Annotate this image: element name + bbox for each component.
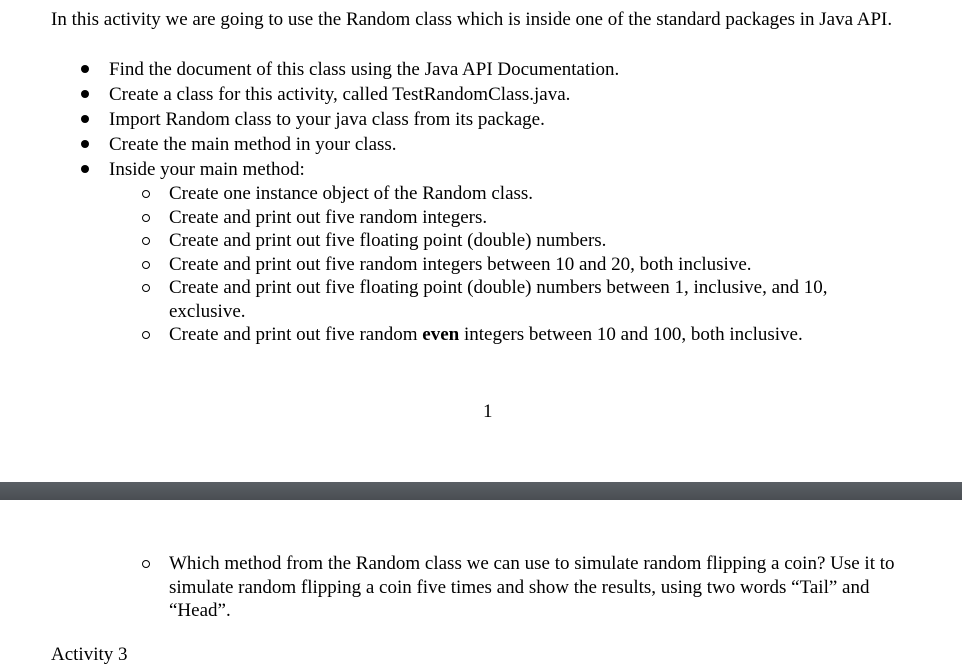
sub-list-item-text-end: integers between 10 and 100, both inclusive. bbox=[459, 324, 803, 345]
bullet-icon bbox=[81, 65, 89, 73]
sub-list-item-text: Which method from the Random class we can use to simulate random flipping a coin? Use it to simulate random flipping a coin five times and show the results, using two words “Tail” and “Head”. bbox=[169, 553, 895, 621]
sub-list-item bbox=[0, 206, 869, 230]
sub-list bbox=[109, 182, 962, 347]
instructions-list bbox=[0, 57, 962, 347]
list-item-text: Find the document of this class using the Java API Documentation. bbox=[109, 59, 620, 80]
page-separator bbox=[0, 482, 962, 500]
list-item bbox=[0, 132, 962, 157]
sub-list-item-text: Create one instance object of the Random class. bbox=[169, 183, 534, 204]
bullet-icon bbox=[81, 165, 89, 173]
hollow-bullet-icon bbox=[142, 284, 150, 292]
bullet-icon bbox=[81, 90, 89, 98]
hollow-bullet-icon bbox=[142, 560, 150, 568]
sub-list-item bbox=[0, 229, 869, 253]
sub-list-item-text-start: Create and print out five random bbox=[169, 324, 423, 345]
hollow-bullet-icon bbox=[142, 214, 150, 222]
emphasis-text: even bbox=[422, 324, 460, 345]
intro-paragraph: In this activity we are going to use the Random class which is inside one of the standard packages in Java API. bbox=[51, 9, 893, 30]
sub-list-item bbox=[0, 552, 919, 623]
list-item bbox=[0, 82, 962, 107]
hollow-bullet-icon bbox=[142, 237, 150, 245]
list-item-text: Create the main method in your class. bbox=[109, 134, 397, 155]
sub-list bbox=[0, 552, 919, 623]
sub-list-item-text: Create and print out five random integers between 10 and 20, both inclusive. bbox=[169, 253, 752, 275]
next-activity-heading: Activity 3 bbox=[51, 644, 128, 665]
sub-list-item bbox=[0, 182, 869, 206]
list-item bbox=[0, 107, 962, 132]
bullet-icon bbox=[81, 115, 89, 123]
sub-list-item-text: Create and print out five floating point (double) numbers between 1, inclusive, and 10, exclusive. bbox=[169, 277, 828, 322]
sub-list-item-text: Create and print out five random integers. bbox=[169, 206, 488, 228]
hollow-bullet-icon bbox=[142, 331, 150, 339]
page-number: 1 bbox=[483, 401, 493, 422]
list-item-text: Import Random class to your java class from its package. bbox=[109, 109, 545, 130]
sub-list-item bbox=[0, 323, 869, 347]
list-item bbox=[0, 157, 962, 347]
hollow-bullet-icon bbox=[142, 190, 150, 198]
bullet-icon bbox=[81, 140, 89, 148]
sub-list-item bbox=[0, 276, 869, 323]
sub-list-item bbox=[0, 253, 869, 277]
sub-list-item-text: Create and print out five floating point (double) numbers. bbox=[169, 230, 607, 251]
list-item bbox=[0, 57, 962, 82]
hollow-bullet-icon bbox=[142, 261, 150, 269]
list-item-text: Inside your main method: bbox=[109, 159, 305, 180]
document-page-2 bbox=[0, 500, 962, 665]
list-item-text: Create a class for this activity, called TestRandomClass.java. bbox=[109, 84, 571, 105]
